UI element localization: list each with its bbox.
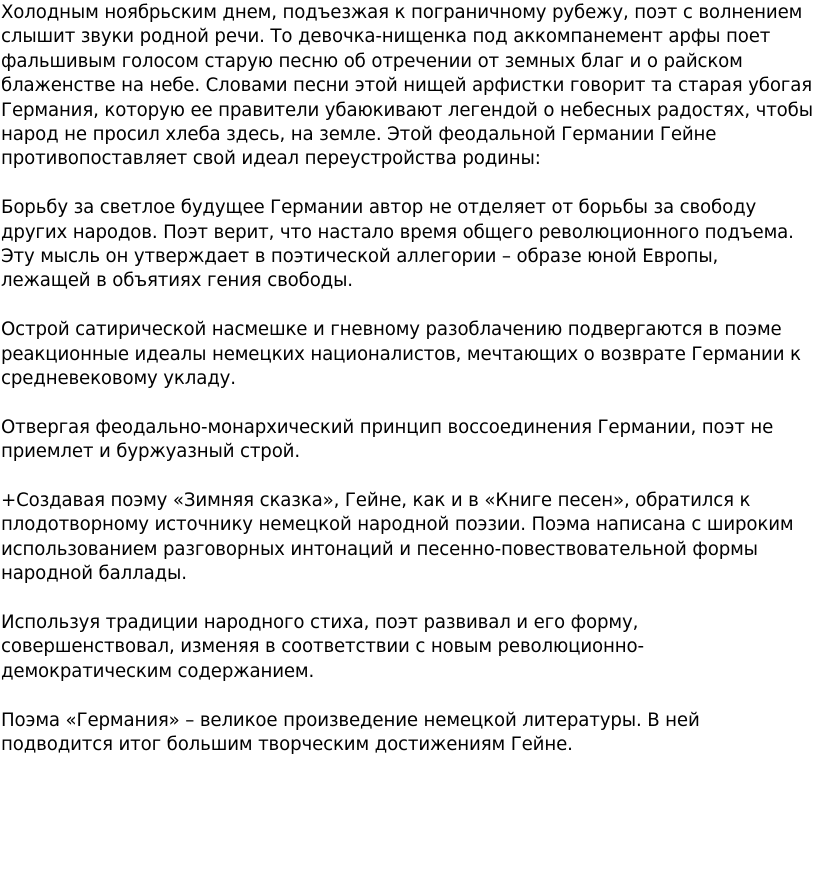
paragraph-3: Острой сатирической насмешке и гневному разоблачению подвергаются в поэме реакционные идеалы немецких националистов, мечтающих о возврате Германии к средневековому укладу. <box>1 319 801 390</box>
paragraph-4: Отвергая феодально-монархический принцип воссоединения Германии, поэт не приемлет и буржуазный строй. <box>1 416 774 463</box>
paragraph-7: Поэма «Германия» – великое произведение немецкой литературы. В ней подводится итог большим творческим достижениям Гейне. <box>1 709 700 756</box>
paragraph-2: Борьбу за светлое будущее Германии автор не отделяет от борьбы за свободу других народов. Поэт верит, что настало время общего революционного подъема. Эту мысль он утверждает в поэтической аллегории – образе юной Европы, лежащей в объятиях гения свободы. <box>1 197 794 292</box>
paragraph-5: +Создавая поэму «Зимняя сказка», Гейне, как и в «Книге песен», обратился к плодотворному источнику немецкой народной поэзии. Поэма написана с широким использованием разговорных интонаций и песенно-повествовательной формы народной баллады. <box>1 490 794 585</box>
paragraph-1: Холодным ноябрьским днем, подъезжая к пограничному рубежу, поэт с волнением слышит звуки родной речи. То девочка-нищенка под аккомпанемент арфы поет фальшивым голосом старую песню об отречении от земных благ и о райском блаженстве на небе. Словами песни этой нищей арфистки говорит та старая убогая Германия, которую ее правители убаюкивают легендой о небесных радостях, чтобы народ не просил хлеба здесь, на земле. Этой феодальной Германии Гейне противопоставляет свой идеал переустройства родины: <box>1 2 813 170</box>
paragraph-6: Используя традиции народного стиха, поэт развивал и его форму, совершенствовал, изменяя в соответствии с новым революционно-демократическим содержанием. <box>1 612 644 682</box>
